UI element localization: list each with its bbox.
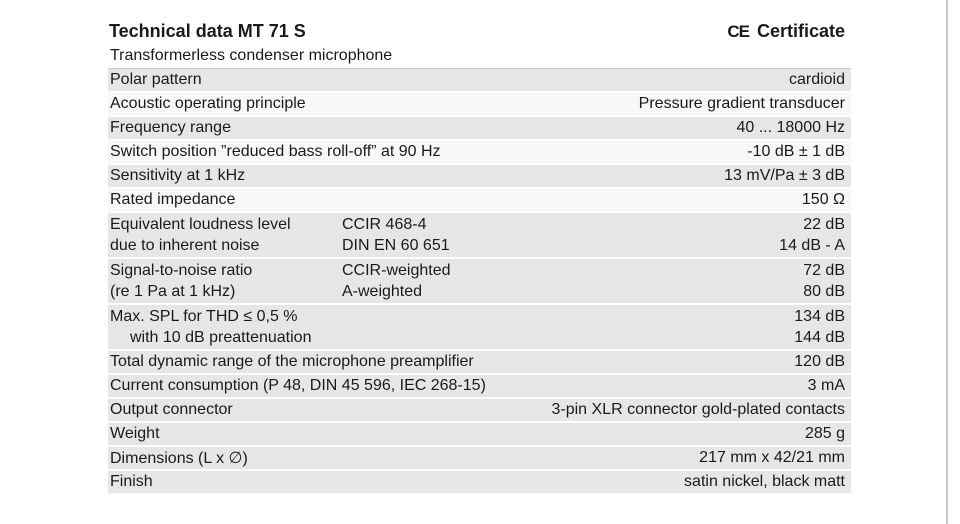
spec-label: Frequency range bbox=[110, 119, 231, 136]
spec-value-group bbox=[803, 259, 845, 303]
spec-label: Output connector bbox=[110, 401, 233, 418]
spec-standard-group bbox=[342, 259, 803, 303]
spec-value: 134 dB bbox=[794, 308, 845, 325]
datasheet bbox=[108, 14, 851, 495]
spec-value: 3 mA bbox=[807, 377, 845, 394]
spec-label: Rated impedance bbox=[110, 191, 236, 208]
spec-row-weight bbox=[108, 423, 851, 447]
spec-value: satin nickel, black matt bbox=[684, 473, 845, 490]
spec-row-current bbox=[108, 375, 851, 399]
spec-table bbox=[108, 68, 851, 495]
spec-value: cardioid bbox=[788, 71, 845, 88]
spec-label: Current consumption (P 48, DIN 45 596, IEC 268-15) bbox=[110, 377, 486, 394]
ce-mark-icon: CE bbox=[727, 21, 749, 41]
spec-value: 80 dB bbox=[803, 283, 845, 300]
spec-standard-group bbox=[342, 213, 779, 257]
scrollbar-edge bbox=[946, 0, 948, 524]
spec-value: 40 ... 18000 Hz bbox=[736, 119, 845, 136]
spec-value: 217 mm x 42/21 mm bbox=[699, 449, 845, 466]
spec-value: 3-pin XLR connector gold-plated contacts bbox=[551, 401, 845, 418]
spec-row-polar-pattern bbox=[108, 69, 851, 93]
spec-label-group bbox=[110, 259, 342, 303]
spec-standard: DIN EN 60 651 bbox=[342, 237, 450, 254]
spec-row-output-connector bbox=[108, 399, 851, 423]
spec-row-rated-impedance bbox=[108, 189, 851, 213]
subtitle: Transformerless condenser microphone bbox=[110, 47, 393, 64]
spec-value-group bbox=[794, 305, 845, 349]
spec-value: 22 dB bbox=[803, 216, 845, 233]
spec-standard: CCIR 468-4 bbox=[342, 216, 427, 233]
spec-label: Acoustic operating principle bbox=[110, 95, 306, 112]
spec-standard: CCIR-weighted bbox=[342, 262, 451, 279]
spec-row-dynamic-range bbox=[108, 351, 851, 375]
spec-value: -10 dB ± 1 dB bbox=[747, 143, 845, 160]
spec-standard: A-weighted bbox=[342, 283, 423, 300]
spec-label: Equivalent loudness level bbox=[110, 216, 291, 233]
certificate-label: Certificate bbox=[756, 21, 845, 41]
spec-value: 72 dB bbox=[803, 262, 845, 279]
spec-row-frequency-range bbox=[108, 117, 851, 141]
spec-value-group bbox=[779, 213, 845, 257]
spec-label-group bbox=[110, 213, 342, 257]
spec-row-dimensions bbox=[108, 447, 851, 471]
spec-value: 150 Ω bbox=[801, 191, 845, 208]
spec-label: with 10 dB preattenuation bbox=[130, 329, 312, 346]
spec-label: Weight bbox=[110, 425, 160, 442]
page-title: Technical data MT 71 S bbox=[109, 21, 306, 41]
spec-value: 120 dB bbox=[794, 353, 845, 370]
certificate-block bbox=[727, 21, 851, 42]
spec-label: Switch position ”reduced bass roll-off” at 90 Hz bbox=[110, 143, 441, 160]
spec-value: 285 g bbox=[804, 425, 845, 442]
spec-label: Finish bbox=[110, 473, 153, 490]
spec-row-loudness bbox=[108, 213, 851, 259]
spec-label: Polar pattern bbox=[110, 71, 202, 88]
spec-value: 13 mV/Pa ± 3 dB bbox=[724, 167, 845, 184]
spec-label: Total dynamic range of the microphone preamplifier bbox=[110, 353, 474, 370]
spec-row-max-spl bbox=[108, 305, 851, 351]
spec-label: (re 1 Pa at 1 kHz) bbox=[110, 283, 236, 300]
spec-row-snr bbox=[108, 259, 851, 305]
spec-value: Pressure gradient transducer bbox=[638, 95, 845, 112]
spec-row-acoustic-principle bbox=[108, 93, 851, 117]
spec-value: 14 dB - A bbox=[779, 237, 845, 254]
header bbox=[108, 14, 851, 42]
spec-label: due to inherent noise bbox=[110, 237, 260, 254]
spec-row-sensitivity bbox=[108, 165, 851, 189]
spec-label: Signal-to-noise ratio bbox=[110, 262, 253, 279]
spec-value: 144 dB bbox=[794, 329, 845, 346]
spec-label: Dimensions (L x ∅) bbox=[110, 450, 248, 467]
spec-row-switch-position bbox=[108, 141, 851, 165]
spec-label: Sensitivity at 1 kHz bbox=[110, 167, 246, 184]
spec-row-finish bbox=[108, 471, 851, 495]
spec-label: Max. SPL for THD ≤ 0,5 % bbox=[110, 308, 298, 325]
spec-label-group bbox=[110, 305, 311, 349]
